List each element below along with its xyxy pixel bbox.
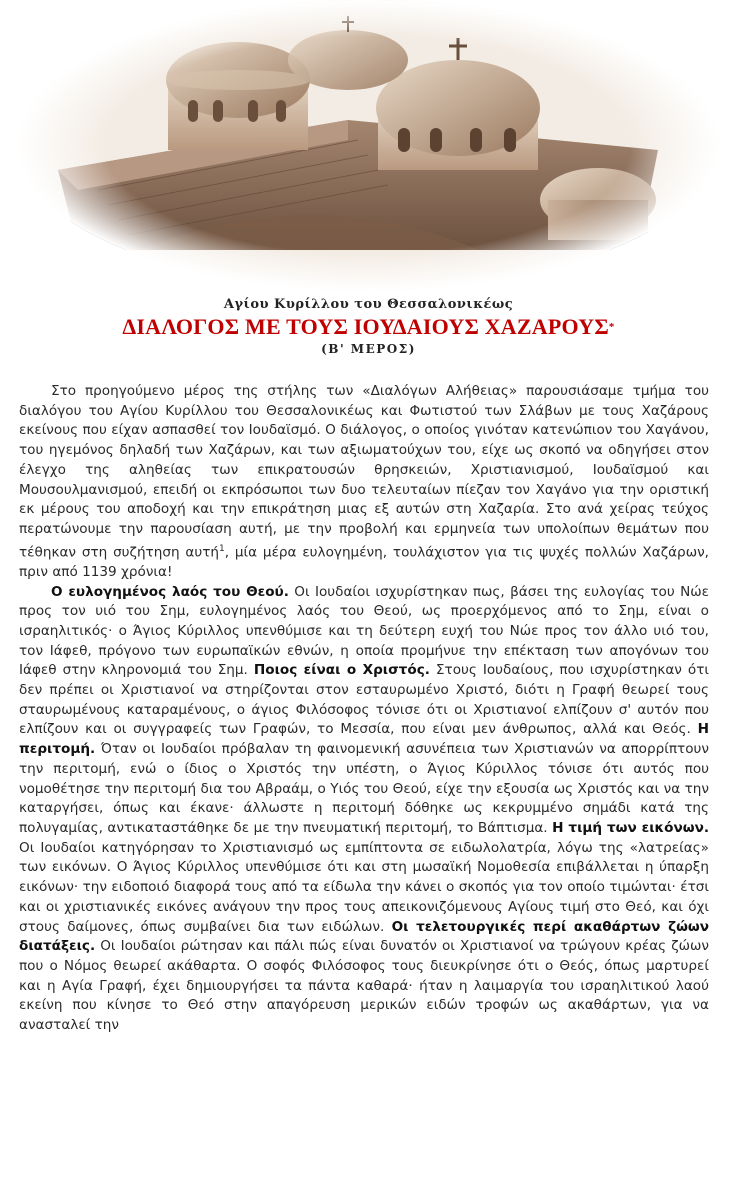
heading-who-is-christ: Ποιος είναι ο Χριστός. [253,662,430,679]
header-image [18,0,718,290]
text-blessed-people: Οι Ιουδαίοι ισχυρίστηκαν πως, βάσει της ευλογίας του Νώε προς τον υιό του Σημ, ευλογημένος λαός του Θεού, ως προερχόμενος από το Σημ, είναι ο ισραηλιτικός· ο Άγιος Κύριλλος υπενθύμισε και τη δεύτερη ευχή του Νώε προς τον άλλο υιό του, τον Ιάφεθ, πρόγονο των ευρωπαϊκών εθνών, η οποία προμήνυε την επέκταση των απογόνων του Ιάφεθ στην κληρονομιά του Σημ. [19,583,709,679]
article-body [19,382,709,1036]
part-label: (Β' ΜΕΡΟΣ) [321,342,416,356]
article-title [0,314,737,340]
intro-text: Στο προηγούμενο μέρος της στήλης των «Διαλόγων Αλήθειας» παρουσιάσαμε τμήμα του διαλόγου του Αγίου Κυρίλλου του Θεσσαλονικέως και Φωτιστού των Σλάβων με τους Χαζάρους εκείνους που είχαν ασπασθεί τον Ιουδαϊσμό. Ο διάλογος, ο οποίος γινόταν κατενώπιον του Χαγάνου, του ηγεμόνος δηλαδή των Χαζάρων, και των αξιωματούχων του, είχε ως σκοπό να οδηγήσει στον έλεγχο της αληθείας των επικρατουσών θρησκειών, Χριστιανισμού, Ιουδαϊσμού και Μουσουλμανισμού, επειδή οι εκπρόσωποι των δυο τελευταίων πίεζαν τον Χαγάνο για την οριστική εκ μέρους του αποδοχή και την επικράτηση μιας εξ αυτών στη Χαζαρία. Στο ανά χείρας τεύχος περατώνουμε την παρουσίαση αυτή, με την προβολή και ερμηνεία των υπολοίπων θεμάτων που τέθηκαν στη συζήτηση αυτή [19,383,709,561]
author-line: Αγίου Κυρίλλου του Θεσσαλονικέως [223,297,514,312]
church-domes-illustration [18,0,718,290]
heading-circumcision: Η περιτομή. [19,721,709,758]
text-who-is-christ: Στους Ιουδαίους, που ισχυρίστηκαν ότι δεν πρέπει οι Χριστιανοί να στηρίζονται στον εσταυρωμένο Χριστό, διότι η Γραφή θεωρεί τους σταυρωμένους καταραμένους, ο άγιος Φιλόσοφος τόνισε ότι οι Χριστιανοί ελπίζουν σ' αυτόν που ελπίζουν και οι συγγραφείς των Γραφών, το Μεσσία, που είναι μεν άνθρωπος, αλλά και Θεός. [19,662,709,738]
text-icons: Οι Ιουδαίοι κατηγόρησαν το Χριστιανισμό ως εμπίπτοντα σε ειδωλολατρία, λόγω της «λατρείας» των εικόνων. Ο Άγιος Κύριλλος υπενθύμισε ότι και στη μωσαϊκή Νομοθεσία επιβάλλεται η ύπαρξη εικόνων· την ειδοποιό διαφορά τους από τα είδωλα την κάνει ο σκοπός για τον οποίο τιμώνται· έτσι και οι χριστιανικές εικόνες ανάγουν την προς τους απεικονιζόμενους Αγίους τιμή στο Θεό, και όχι στους δαίμονες, όπως συμβαίνει δια των ειδώλων. [19,839,709,935]
text-circumcision: Όταν οι Ιουδαίοι πρόβαλαν τη φαινομενική ασυνέπεια των Χριστιανών να απορρίπτουν την περιτομή, ενώ ο ίδιος ο Χριστός την υπέστη, ο Άγιος Κύριλλος τόνισε ότι αυτός που νομοθέτησε την περιτομή δια του Αβραάμ, ο Υιός του Θεού, είχε την εξουσία ως Χριστός και να την καταργήσει, όπως και έκανε· άλλωστε η περιτομή δόθηκε ως κεκρυμμένο σημάδι κατά της πολυγαμίας, αντικαταστάθηκε δε με την πνευματική περιτομή, το Βάπτισμα. [19,741,709,836]
text-unclean-animals: Οι Ιουδαίοι ρώτησαν και πάλι πώς είναι δυνατόν οι Χριστιανοί να τρώγουν κρέας ζώων που ο Νόμος θεωρεί ακάθαρτα. Ο σοφός Φιλόσοφος τους διευκρίνησε ότι ο Θεός, όπως μαρτυρεί και η Αγία Γραφή, έχει δημιουργήσει τα πάντα καθαρά· ήταν η λαιμαργία του ισραηλιτικού λαού εκείνη που κίνησε το Θεό στην απαγόρευση μερικών ειδών τροφών ως ακαθάρτων, για να ανασταλεί την [19,938,709,1034]
paragraph-topics [19,583,709,1036]
paragraph-intro [19,382,709,583]
heading-blessed-people: Ο ευλογημένος λαός του Θεού. [51,583,289,600]
intro-text-end: , μία μέρα ευλογημένη, τουλάχιστον για τις ψυχές πολλών Χαζάρων, πριν από 1139 χρόνια! [19,544,709,580]
footnote-ref: 1 [219,543,225,554]
heading-unclean-animals: Οι τελετουργικές περί ακαθάρτων ζώων διατάξεις. [19,918,709,955]
title-footnote-mark: * [608,321,615,333]
title-block [0,296,737,358]
heading-icons: Η τιμή των εικόνων. [552,820,709,836]
title-text: ΔΙΑΛΟΓΟΣ ΜΕ ΤΟΥΣ ΙΟΥΔΑΙΟΥΣ ΧΑΖΑΡΟΥΣ [122,314,609,339]
